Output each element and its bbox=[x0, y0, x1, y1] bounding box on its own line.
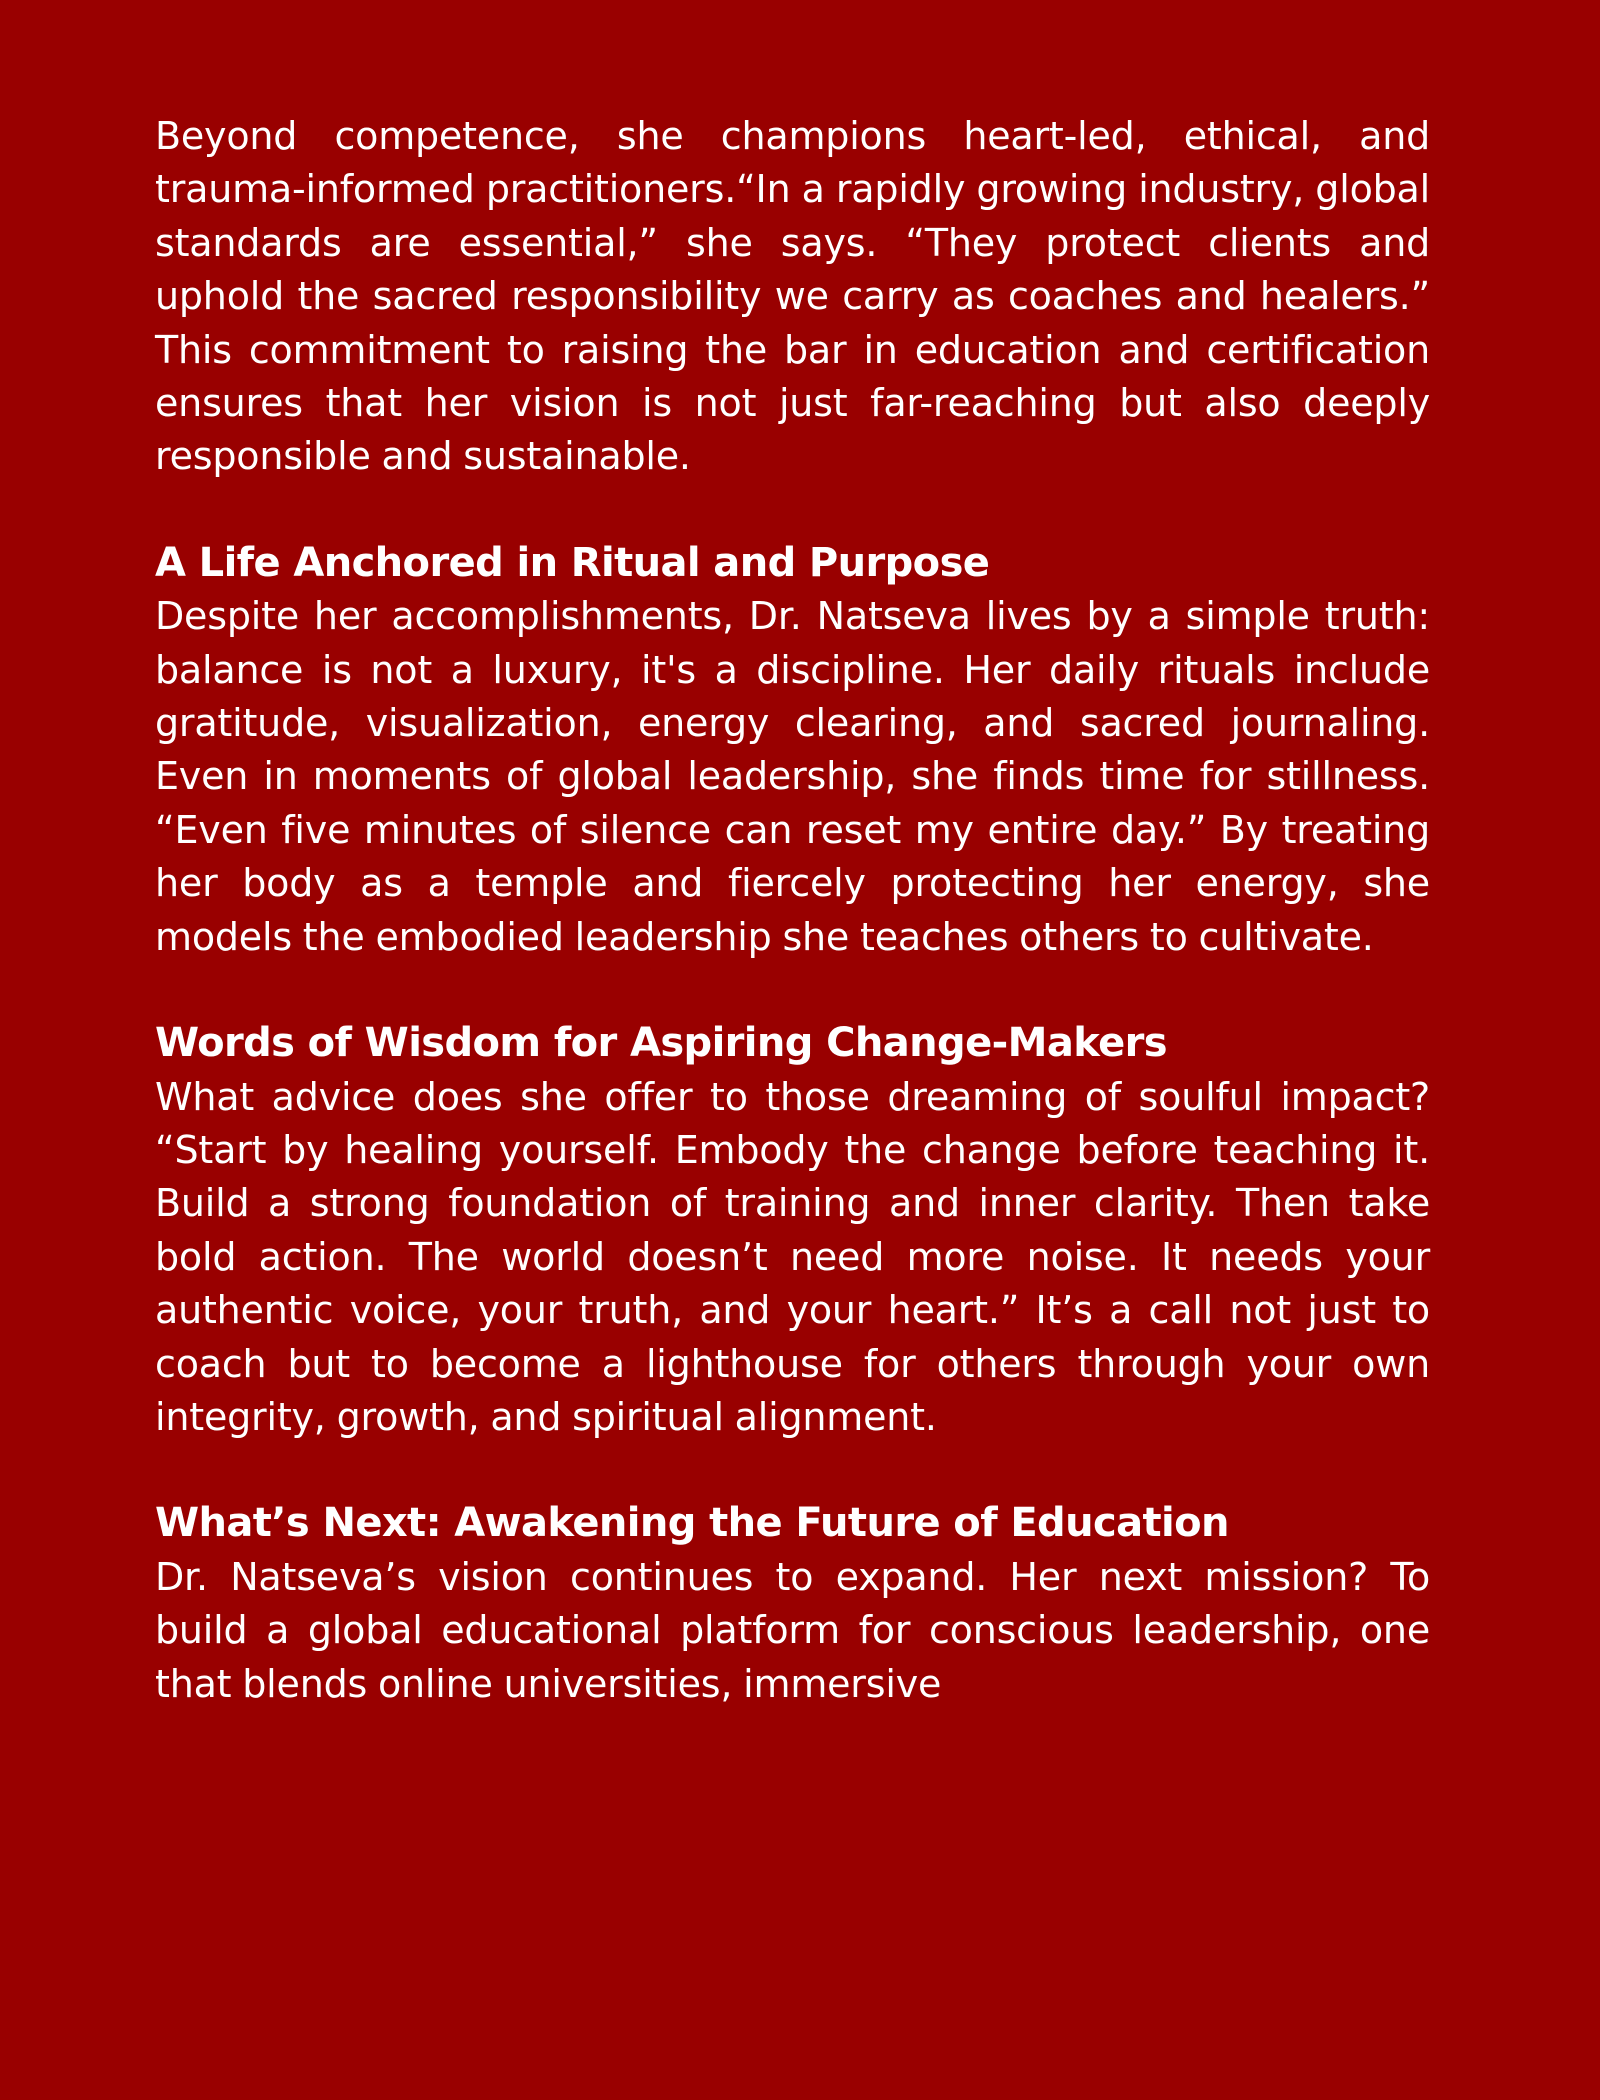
section-title: A Life Anchored in Ritual and Purpose bbox=[155, 539, 990, 586]
section-title: What’s Next: Awakening the Future of Education bbox=[155, 1500, 1229, 1547]
section-paragraph: Dr. Natseva’s vision continues to expand. Her next mission? To build a global educational platform for conscious leadership, one that blends online universities, immersive bbox=[155, 1554, 1430, 1706]
section-ritual-and-purpose bbox=[155, 537, 1430, 964]
section-title: Words of Wisdom for Aspiring Change-Makers bbox=[155, 1020, 1168, 1067]
section-words-of-wisdom bbox=[155, 1017, 1430, 1444]
intro-paragraph: Beyond competence, she champions heart-led, ethical, and trauma-informed practitioners.“In a rapidly growing industry, global standards are essential,” she says. “They protect clients and uphold the sacred responsibility we carry as coaches and healers.” This commitment to raising the bar in education and certification ensures that her vision is not just far-reaching but also deeply responsible and sustainable. bbox=[155, 114, 1430, 479]
section-paragraph: Despite her accomplishments, Dr. Natseva lives by a simple truth: balance is not a luxury, it's a discipline. Her daily rituals include gratitude, visualization, energy clearing, and sacred journaling. Even in moments of global leadership, she finds time for stillness. “Even five minutes of silence can reset my entire day.” By treating her body as a temple and fiercely protecting her energy, she models the embodied leadership she teaches others to cultivate. bbox=[155, 594, 1430, 959]
section-paragraph: What advice does she offer to those dreaming of soulful impact? “Start by healing yourself. Embody the change before teaching it. Build a strong foundation of training and inner clarity. Then take bold action. The world doesn’t need more noise. It needs your authentic voice, your truth, and your heart.” It’s a call not just to coach but to become a lighthouse for others through your own integrity, growth, and spiritual alignment. bbox=[155, 1074, 1430, 1439]
section-whats-next bbox=[155, 1497, 1430, 1711]
